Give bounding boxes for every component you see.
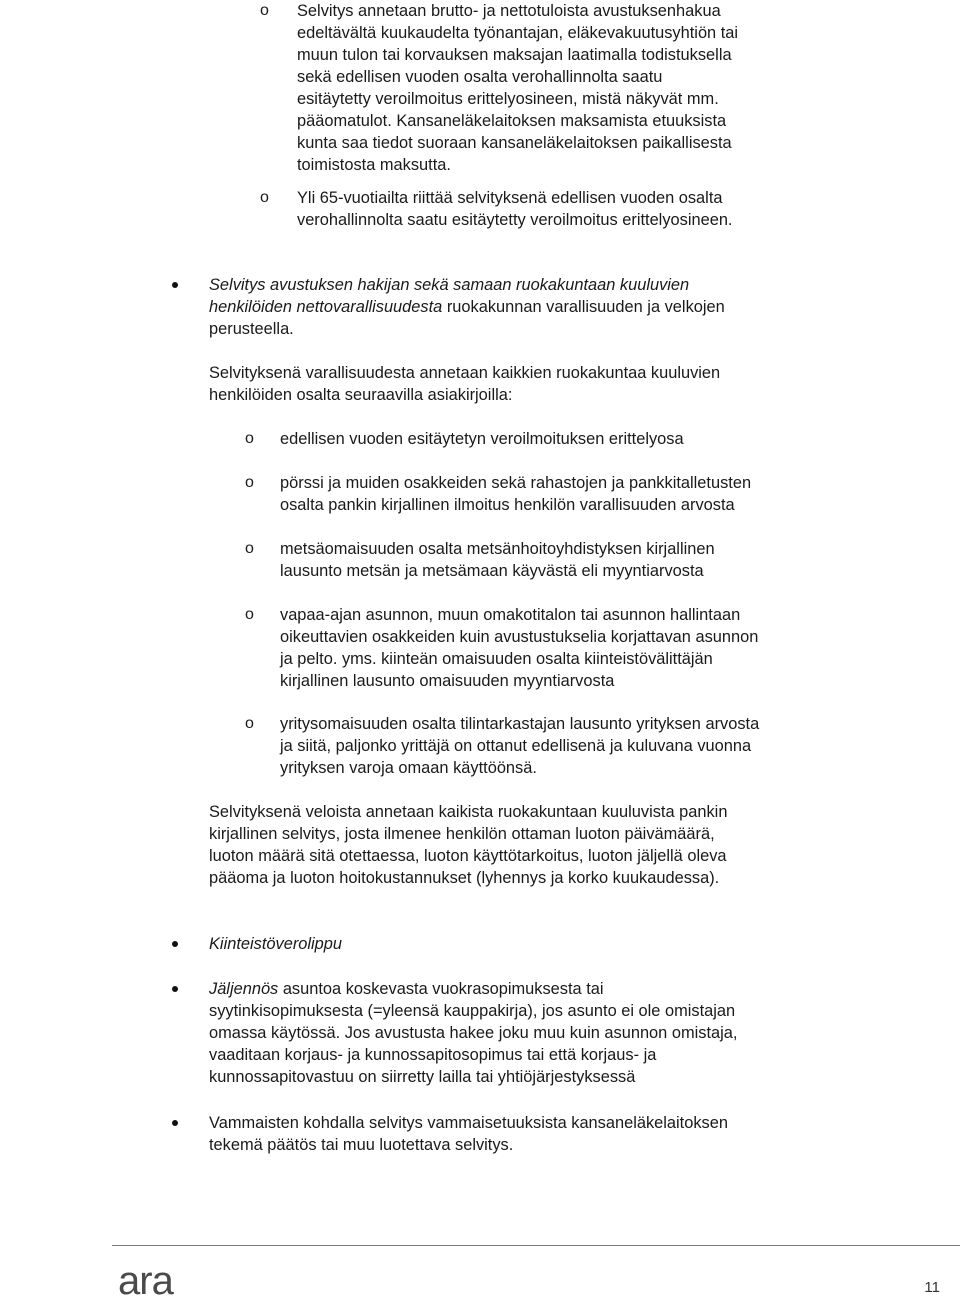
page-number: 11 — [924, 1279, 940, 1296]
paragraph-line: pääoma ja luoton hoitokustannukset (lyhennys ja korko kuukaudessa). — [209, 869, 720, 887]
sub-item-line: ja siitä, paljonko yrittäjä on ottanut edellisenä ja kuluvana vuonna — [280, 737, 752, 755]
sub-item-line: oikeuttavien osakkeiden kuin avustustukselia korjattavan asunnon — [280, 628, 759, 646]
italic-phrase: Jäljennös — [209, 980, 279, 998]
sub-bullet-marker: o — [260, 189, 269, 206]
footer-divider — [112, 1245, 960, 1246]
ara-logo — [118, 1262, 190, 1302]
text-line: toimistosta maksutta. — [297, 156, 451, 174]
sub-item-line: kirjallinen lausunto omaisuuden myyntiarvosta — [280, 672, 615, 690]
bullet-marker — [172, 941, 178, 947]
text-line: pääomatulot. Kansaneläkelaitoksen maksamista etuuksista — [297, 112, 727, 130]
sub-item-line: metsäomaisuuden osalta metsänhoitoyhdistyksen kirjallinen — [280, 540, 715, 558]
text-line — [209, 978, 604, 1000]
sub-item-line: yritysomaisuuden osalta tilintarkastajan lausunto yrityksen arvosta — [280, 715, 760, 733]
text-line: Selvitys avustuksen hakijan sekä samaan ruokakuntaan kuuluvien — [209, 276, 690, 294]
text-line: muun tulon tai korvauksen maksajan laatimalla todistuksella — [297, 46, 732, 64]
paragraph-line: Selvityksenä varallisuudesta annetaan kaikkien ruokakuntaa kuuluvien — [209, 364, 721, 382]
text-line: omassa käytössä. Jos avustusta hakee joku muu kuin asunnon omistaja, — [209, 1024, 738, 1042]
paragraph-line: kirjallinen selvitys, josta ilmenee henkilön ottaman luoton päivämäärä, — [209, 825, 715, 843]
sub-bullet-marker: o — [245, 715, 254, 732]
bullet-item-kiinteistoverolippu: Kiinteistöverolippu — [209, 935, 343, 953]
paragraph-line: luoton määrä sitä otettaessa, luoton käyttötarkoitus, luoton jäljellä oleva — [209, 847, 727, 865]
text-line: perusteella. — [209, 320, 294, 338]
text-line: tekemä päätös tai muu luotettava selvitys. — [209, 1136, 514, 1154]
bullet-marker — [172, 986, 178, 992]
text-line: kunta saa tiedot suoraan kansaneläkelaitoksen paikallisesta — [297, 134, 732, 152]
text-line: sekä edellisen vuoden osalta verohallinnolta saatu — [297, 68, 663, 86]
sub-item-line: lausunto metsän ja metsämaan käyvästä eli myyntiarvosta — [280, 562, 704, 580]
text-line: Vammaisten kohdalla selvitys vammaisetuuksista kansaneläkelaitoksen — [209, 1114, 728, 1132]
paragraph-line: Selvityksenä veloista annetaan kaikista ruokakuntaan kuuluvista pankin — [209, 803, 728, 821]
bullet-marker — [172, 1120, 178, 1126]
text-span: asuntoa koskevasta vuokrasopimuksesta tai — [278, 980, 604, 998]
sub-bullet-marker: o — [260, 2, 269, 19]
sub-item-line: yrityksen varoja omaan käyttöönsä. — [280, 759, 537, 777]
paragraph-line: henkilöiden osalta seuraavilla asiakirjoilla: — [209, 386, 513, 404]
sub-bullet-marker: o — [245, 474, 254, 491]
text-line: esitäytetty veroilmoitus erittelyosineen, mistä näkyvät mm. — [297, 90, 719, 108]
text-line: edeltävältä kuukaudelta työnantajan, eläkevakuutusyhtiön tai — [297, 24, 739, 42]
sub-item-line: pörssi ja muiden osakkeiden sekä rahastojen ja pankkitalletusten — [280, 474, 752, 492]
sub-item-line: ja pelto. yms. kiinteän omaisuuden osalta kiinteistövälittäjän — [280, 650, 713, 668]
bullet-marker — [172, 282, 178, 288]
sub-bullet-marker: o — [245, 540, 254, 557]
text-line: verohallinnolta saatu esitäytetty veroilmoitus erittelyosineen. — [297, 211, 733, 229]
text-line — [209, 296, 725, 318]
text-line: Selvitys annetaan brutto- ja nettotuloista avustuksenhakua — [297, 2, 721, 20]
sub-item-line: vapaa-ajan asunnon, muun omakotitalon tai asunnon hallintaan — [280, 606, 741, 624]
text-line: vaaditaan korjaus- ja kunnossapitosopimus tai että korjaus- ja — [209, 1046, 657, 1064]
sub-item-line: edellisen vuoden esitäytetyn veroilmoituksen erittelyosa — [280, 430, 684, 448]
text-line: Yli 65-vuotiailta riittää selvityksenä edellisen vuoden osalta — [297, 189, 723, 207]
sub-bullet-marker: o — [245, 606, 254, 623]
ara-logo-text: ara — [118, 1262, 173, 1302]
text-span: ruokakunnan varallisuuden ja velkojen — [442, 298, 725, 316]
text-line: syytinkisopimuksesta (=yleensä kauppakirja), jos asunto ei ole omistajan — [209, 1002, 736, 1020]
italic-phrase: henkilöiden nettovarallisuudesta — [209, 298, 443, 316]
text-line: kunnossapitovastuu on siirretty lailla tai yhtiöjärjestyksessä — [209, 1068, 636, 1086]
sub-item-line: osalta pankin kirjallinen ilmoitus henkilön varallisuuden arvosta — [280, 496, 735, 514]
sub-bullet-marker: o — [245, 430, 254, 447]
